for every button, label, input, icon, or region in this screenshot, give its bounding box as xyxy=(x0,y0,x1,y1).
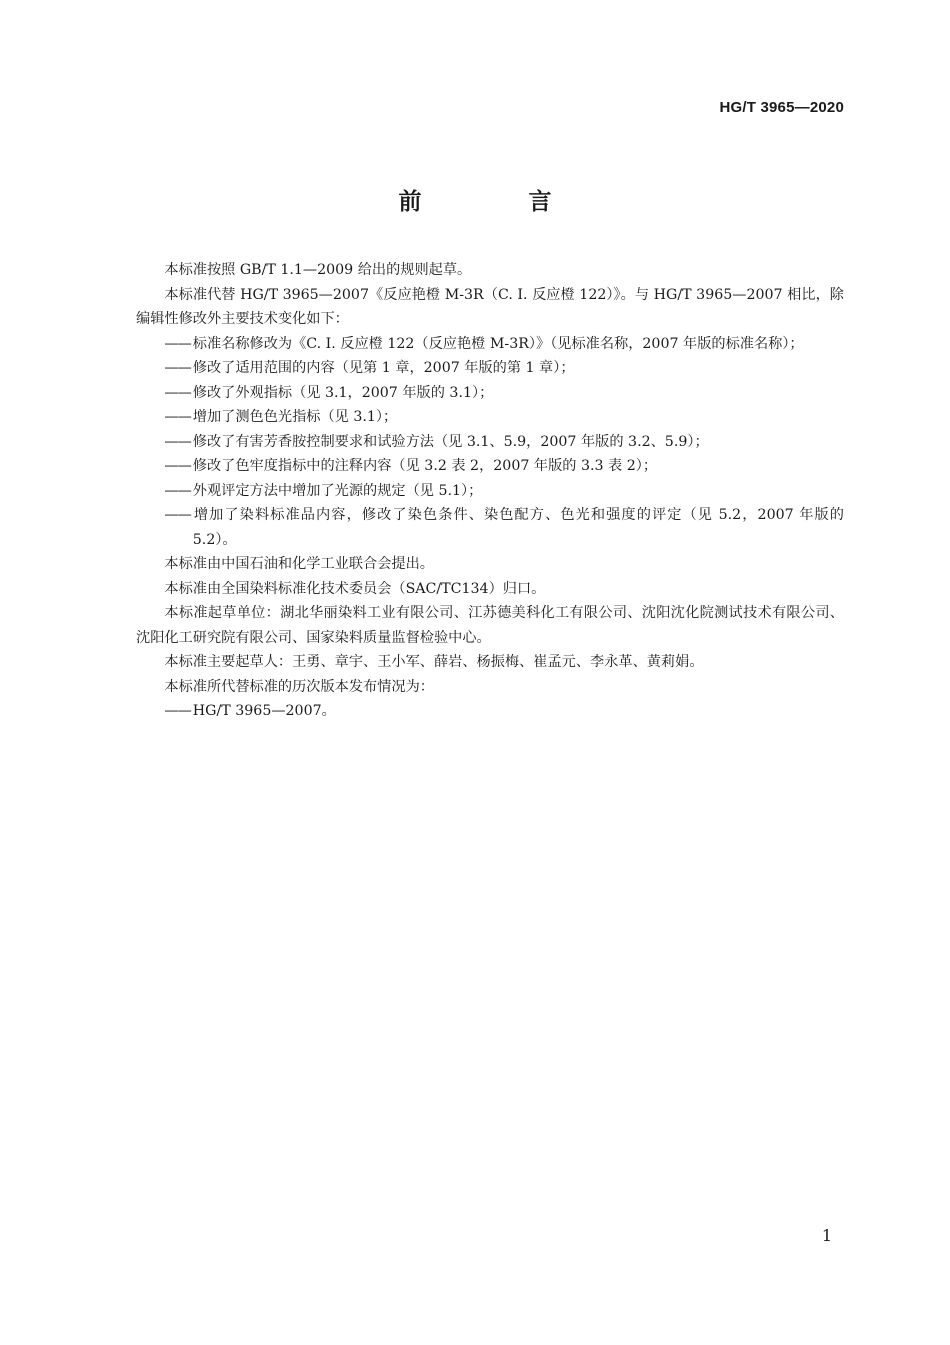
dash-marker: —— xyxy=(164,458,191,474)
list-item xyxy=(164,430,844,455)
list-item xyxy=(164,332,844,357)
list-item xyxy=(164,405,844,430)
list-item xyxy=(164,699,844,724)
list-item xyxy=(164,381,844,406)
list-item xyxy=(164,454,844,479)
paragraph-drafting-units: 本标准起草单位：湖北华丽染料工业有限公司、江苏德美科化工有限公司、沈阳沈化院测试技术有限公司、沈阳化工研究院有限公司、国家染料质量监督检验中心。 xyxy=(136,605,844,646)
list-item-text: HG/T 3965—2007。 xyxy=(192,703,336,719)
dash-marker: —— xyxy=(164,384,191,401)
list-item-text: 增加了染料标准品内容，修改了染色条件、染色配方、色光和强度的评定（见 5.2，2007 年版的 5.2）。 xyxy=(192,507,844,548)
paragraph-drafters: 本标准主要起草人：王勇、章宇、王小军、薛岩、杨振梅、崔孟元、李永革、黄莉娟。 xyxy=(164,654,704,670)
dash-marker: —— xyxy=(164,409,191,425)
dash-marker: —— xyxy=(164,482,191,499)
list-item-text: 修改了适用范围的内容（见第 1 章，2007 年版的第 1 章）； xyxy=(192,360,575,376)
list-item-text: 修改了色牢度指标中的注释内容（见 3.2 表 2，2007 年版的 3.3 表 2）； xyxy=(192,458,658,474)
dash-marker: —— xyxy=(164,507,191,523)
dash-marker: —— xyxy=(164,433,191,450)
list-item-text: 标准名称修改为《C. I. 反应橙 122（反应艳橙 M-3R）》（见标准名称，2007 年版的标准名称）； xyxy=(192,335,804,352)
paragraph-committee: 本标准由全国染料标准化技术委员会（SAC/TC134）归口。 xyxy=(164,580,546,597)
paragraph-replacement: 本标准代替 HG/T 3965—2007《反应艳橙 M-3R（C. I. 反应橙 122）》。与 HG/T 3965—2007 相比，除编辑性修改外主要技术变化如下： xyxy=(136,286,844,327)
list-item-text: 修改了有害芳香胺控制要求和试验方法（见 3.1、5.9，2007 年版的 3.2、5.9）； xyxy=(192,433,709,450)
foreword-body xyxy=(136,258,844,724)
paragraph-proposer: 本标准由中国石油和化学工业联合会提出。 xyxy=(164,556,434,572)
page-number: 1 xyxy=(821,1226,832,1245)
paragraph-drafting-rules: 本标准按照 GB/T 1.1—2009 给出的规则起草。 xyxy=(164,262,472,278)
list-item xyxy=(164,479,844,504)
page-title: 前 言 xyxy=(398,189,594,215)
dash-marker: —— xyxy=(164,703,191,719)
history-list xyxy=(136,699,844,724)
list-item xyxy=(164,356,844,381)
dash-marker: —— xyxy=(164,360,191,376)
dash-marker: —— xyxy=(164,335,191,352)
standard-code: HG/T 3965—2020 xyxy=(719,99,844,116)
list-item-text: 外观评定方法中增加了光源的规定（见 5.1）； xyxy=(192,482,483,499)
list-item-text: 修改了外观指标（见 3.1，2007 年版的 3.1）； xyxy=(192,384,494,401)
paragraph-history: 本标准所代替标准的历次版本发布情况为： xyxy=(164,678,434,695)
changes-list xyxy=(136,332,844,553)
list-item xyxy=(164,503,844,552)
list-item-text: 增加了测色色光指标（见 3.1）； xyxy=(192,409,398,425)
